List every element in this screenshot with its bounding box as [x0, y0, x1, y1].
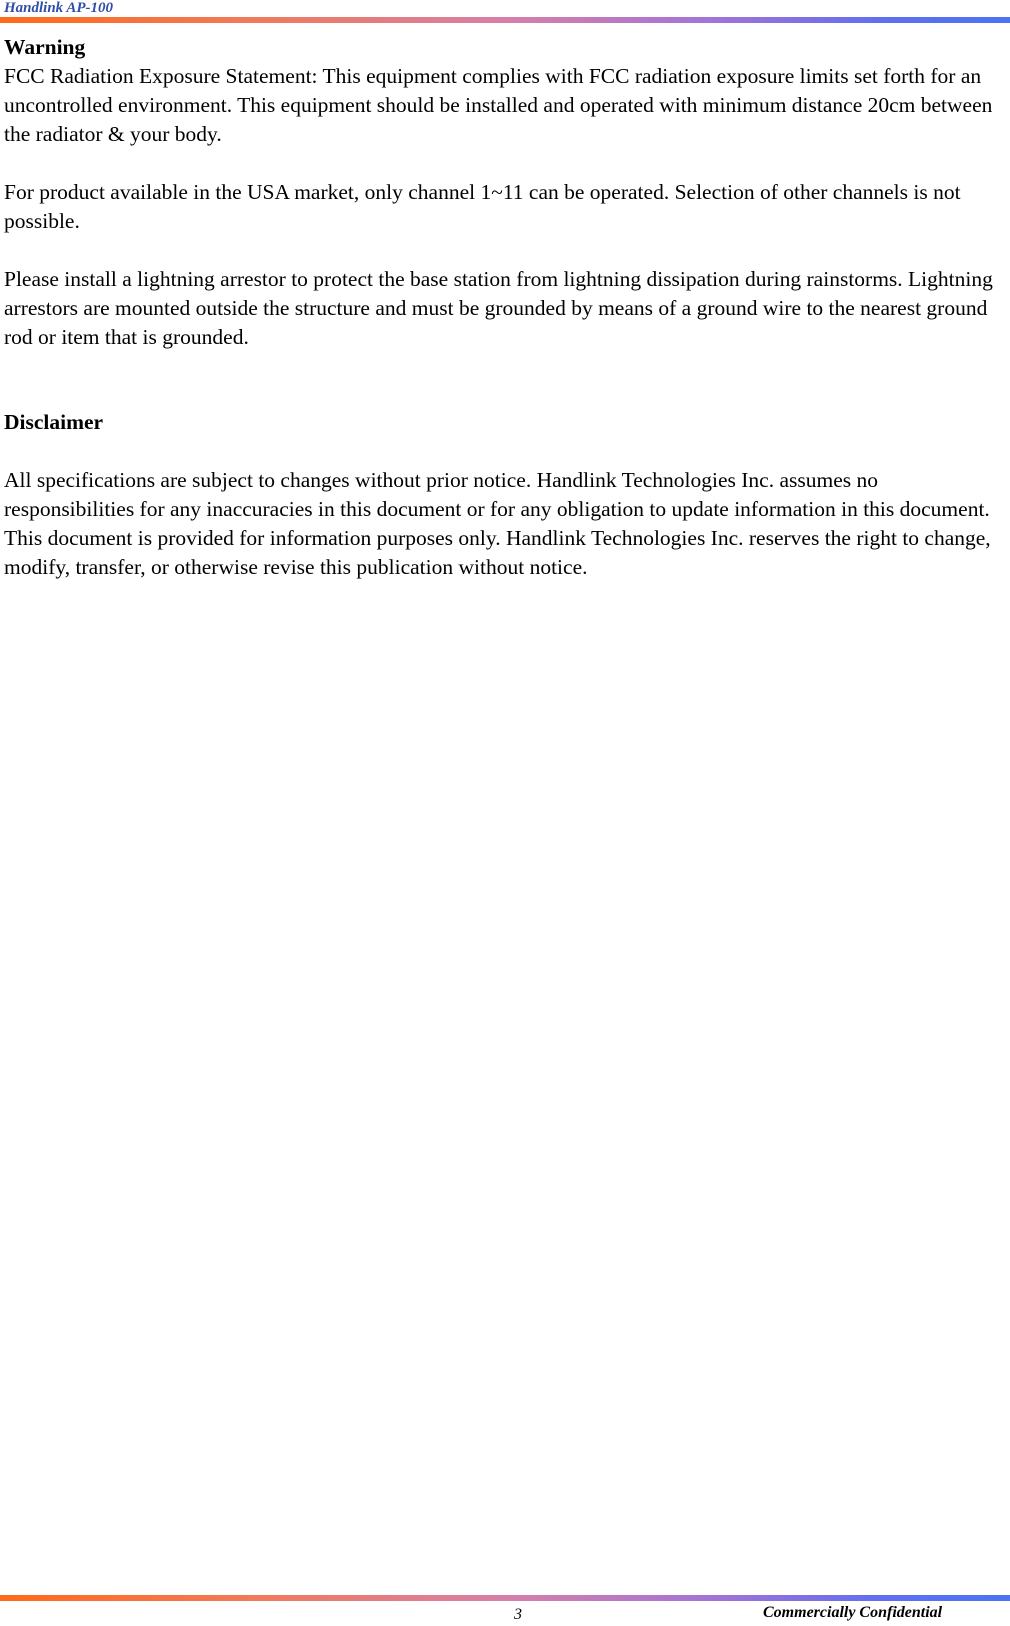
footer-rule — [0, 1595, 1010, 1601]
warning-heading: Warning — [4, 35, 86, 59]
fcc-statement-paragraph: FCC Radiation Exposure Statement: This equipment complies with FCC radiation exposure limits set forth for an uncontrolled environment. This equipment should be installed and operated with minimum distance 20cm between the radiator & your body. — [4, 64, 993, 146]
confidential-label: Commercially Confidential — [763, 1604, 943, 1621]
document-body — [4, 33, 1004, 582]
page-number: 3 — [514, 1606, 522, 1623]
channel-paragraph: For product available in the USA market, only channel 1~11 can be operated. Selection of other channels is not possible. — [4, 180, 961, 233]
disclaimer-heading: Disclaimer — [4, 410, 104, 434]
header-rule — [0, 17, 1010, 23]
header-title: Handlink AP-100 — [4, 0, 114, 16]
disclaimer-paragraph: All specifications are subject to changes without prior notice. Handlink Technologies Inc. assumes no responsibilities for any inaccuracies in this document or for any obligation to update information in this document. This document is provided for information purposes only. Handlink Technologies Inc. reserves the right to change, modify, transfer, or otherwise revise this publication without notice. — [4, 468, 991, 579]
lightning-paragraph: Please install a lightning arrestor to protect the base station from lightning dissipation during rainstorms. Lightning arrestors are mounted outside the structure and must be grounded by means of a ground wire to the nearest ground rod or item that is grounded. — [4, 267, 993, 349]
